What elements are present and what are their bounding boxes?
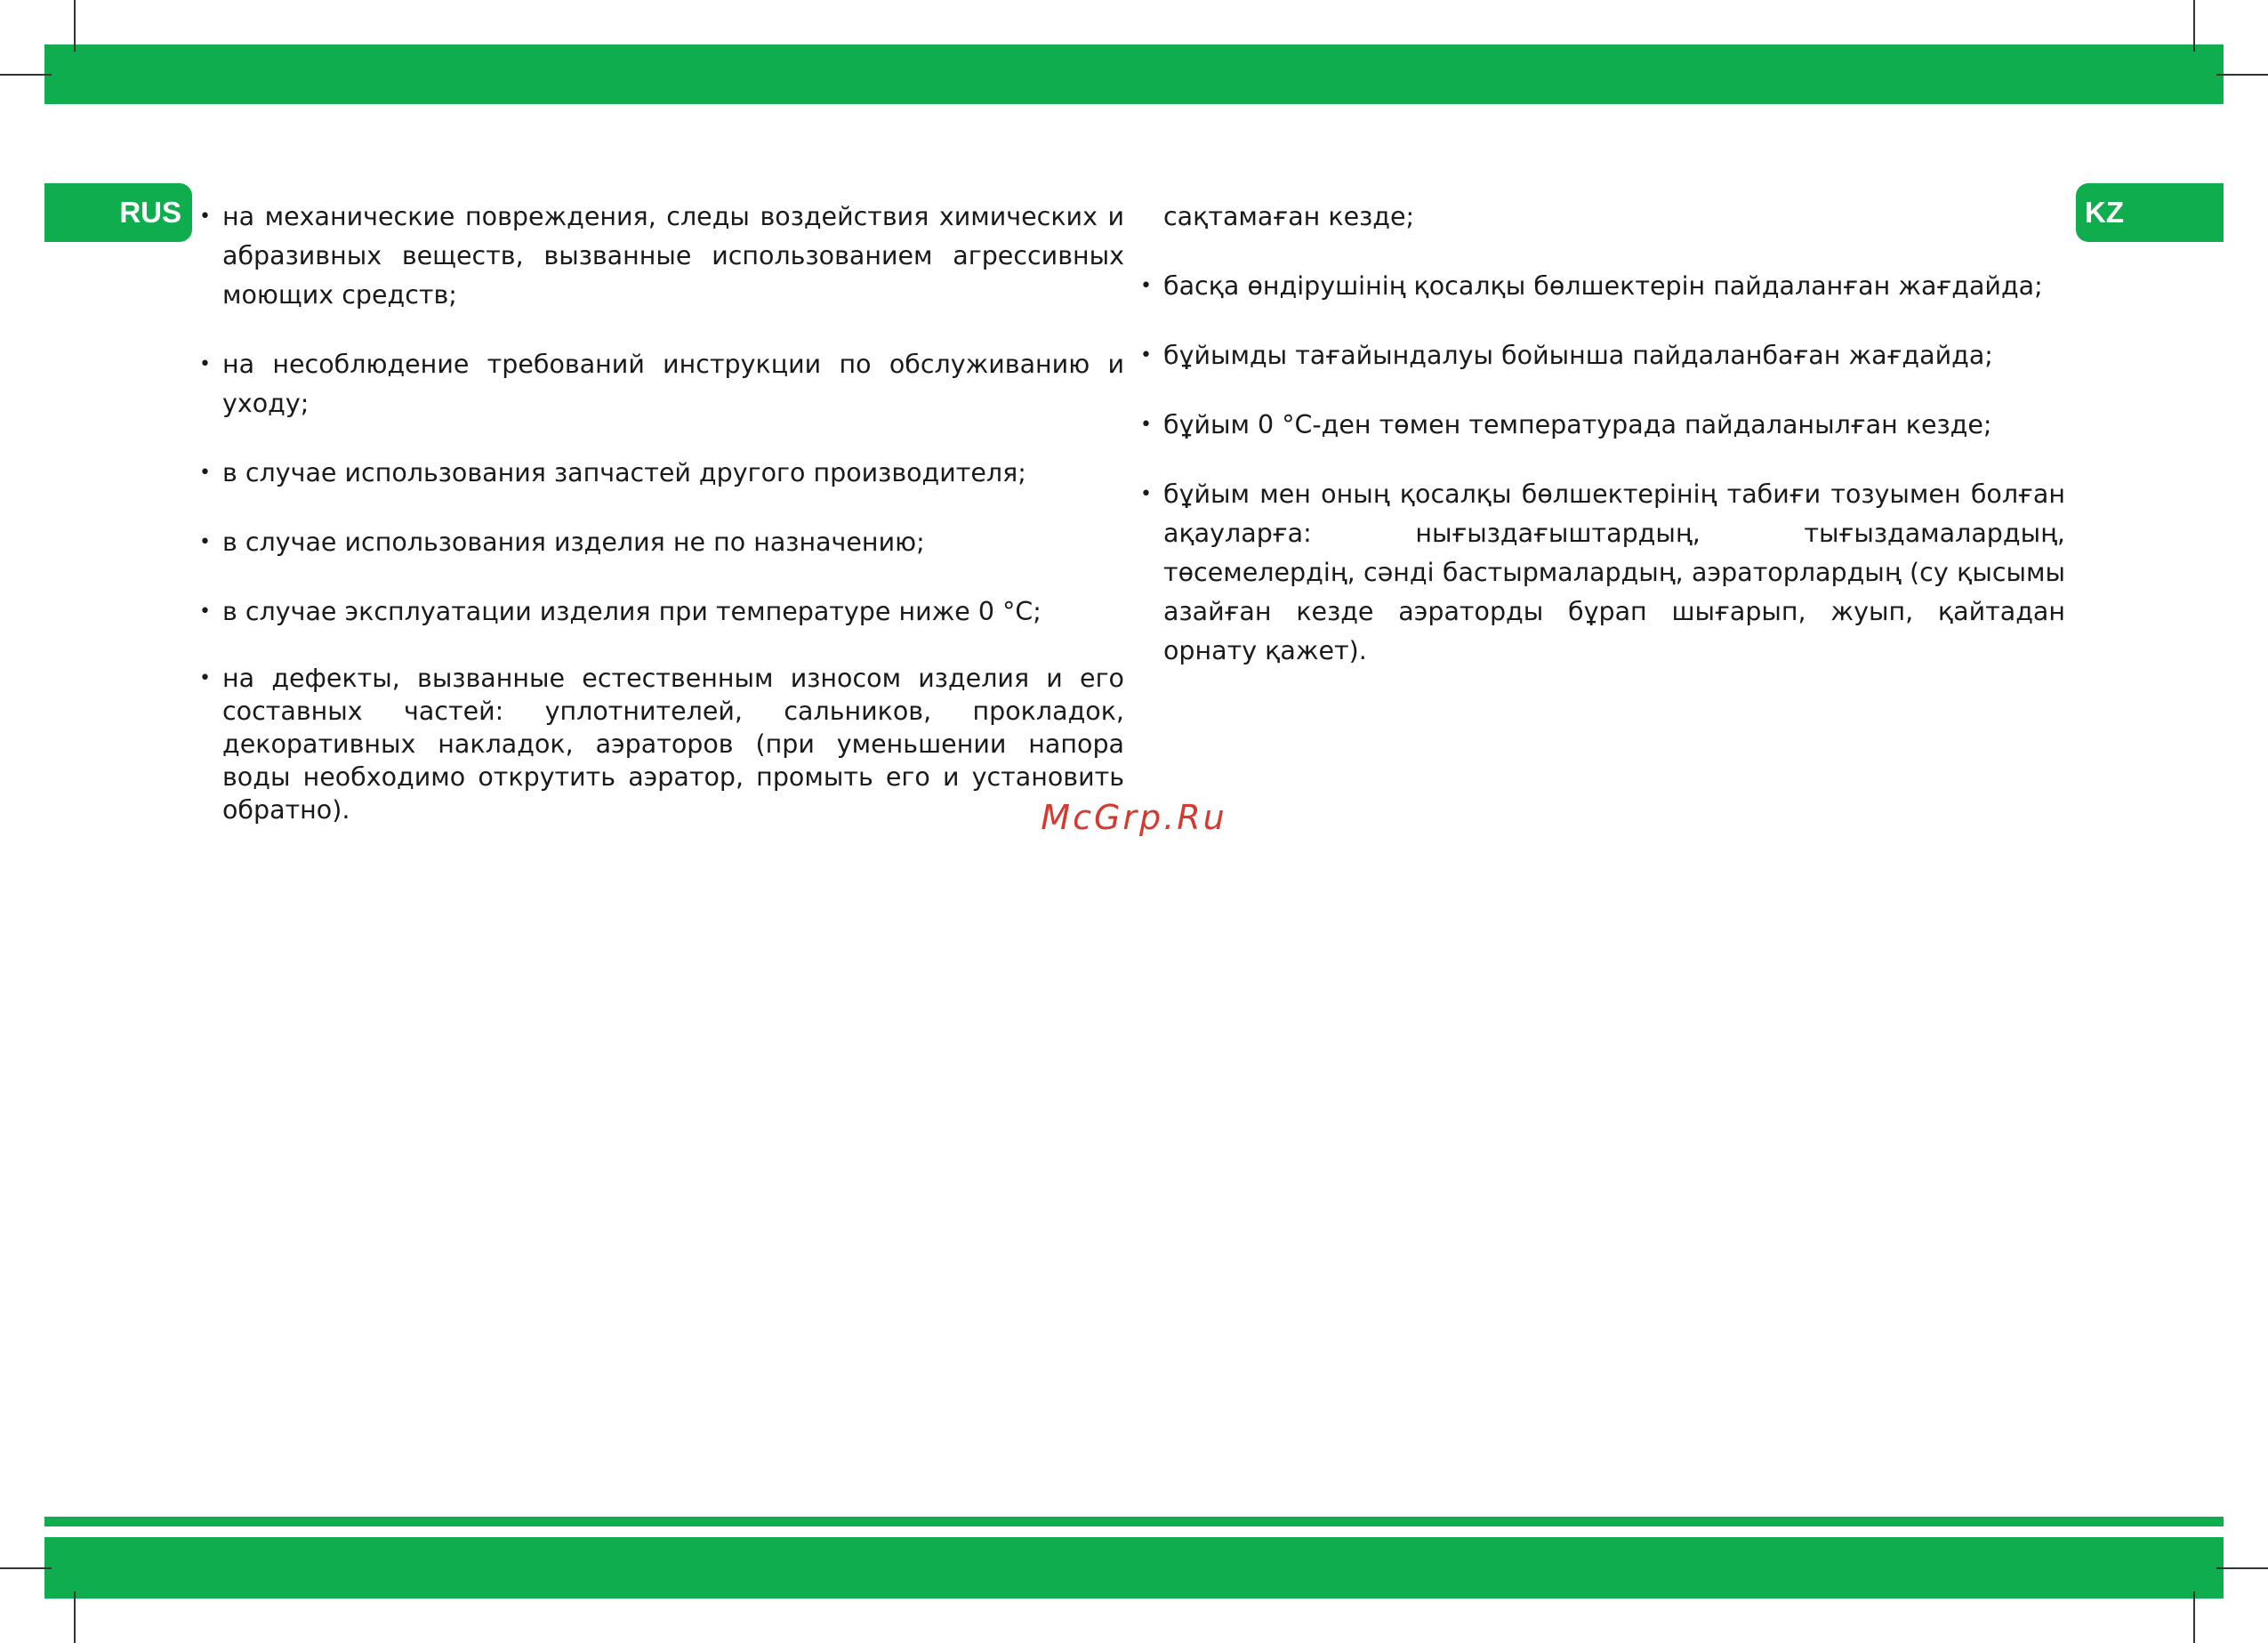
header-band xyxy=(44,44,2224,104)
language-tab-rus: RUS xyxy=(44,183,192,242)
crop-mark xyxy=(74,0,76,52)
rus-warranty-exclusions xyxy=(197,197,1124,826)
crop-mark xyxy=(2216,1567,2268,1569)
list-item: • в случае использования запчастей другого производителя; xyxy=(197,454,1124,493)
list-item: • бұйым 0 °С-ден төмен температурада пайдаланылған кезде; xyxy=(1138,406,2065,445)
list-item: • бұйым мен оның қосалқы бөлшектерінің табиғи тозуымен болған ақауларға: нығыздағыштардың, тығыздамалардың, төсемелердің, сәнді бастырмалардың, аэраторлардың (су қысымы азайған кезде аэраторды бұрап шығарып, жуып, қайтадан орнату қажет). xyxy=(1138,475,2065,671)
crop-mark xyxy=(2216,74,2268,76)
kz-warranty-exclusions xyxy=(1138,197,2065,671)
crop-mark xyxy=(2193,1591,2195,1643)
watermark: McGrp.Ru xyxy=(1041,798,1227,837)
language-tab-kz: KZ xyxy=(2076,183,2224,242)
crop-mark xyxy=(74,1591,76,1643)
crop-mark xyxy=(0,74,52,76)
list-item: • бұйымды тағайындалуы бойынша пайдаланбаған жағдайда; xyxy=(1138,336,2065,375)
rus-column xyxy=(197,197,1124,857)
list-item: • в случае использования изделия не по назначению; xyxy=(197,523,1124,562)
footer-rule xyxy=(44,1517,2224,1526)
crop-mark xyxy=(2193,0,2195,52)
footer-band xyxy=(44,1537,2224,1599)
list-item: • басқа өндірушінің қосалқы бөлшектерін пайдаланған жағдайда; xyxy=(1138,267,2065,306)
kz-column xyxy=(1138,197,2065,701)
list-item: • на несоблюдение требований инструкции по обслуживанию и уходу; xyxy=(197,345,1124,423)
crop-mark xyxy=(0,1567,52,1569)
list-item: • в случае эксплуатации изделия при температуре ниже 0 °С; xyxy=(197,592,1124,632)
list-item: • на механические повреждения, следы воздействия химических и абразивных веществ, вызванные использованием агрессивных моющих средств; xyxy=(197,197,1124,315)
list-item: • на дефекты, вызванные естественным износом изделия и его составных частей: уплотнителей, сальников, прокладок, декоративных накладок, аэраторов (при уменьшении напора воды необходимо открутить аэратор, промыть его и установить обратно). xyxy=(197,662,1124,826)
list-item-continuation: сақтамаған кезде; xyxy=(1163,202,1415,231)
